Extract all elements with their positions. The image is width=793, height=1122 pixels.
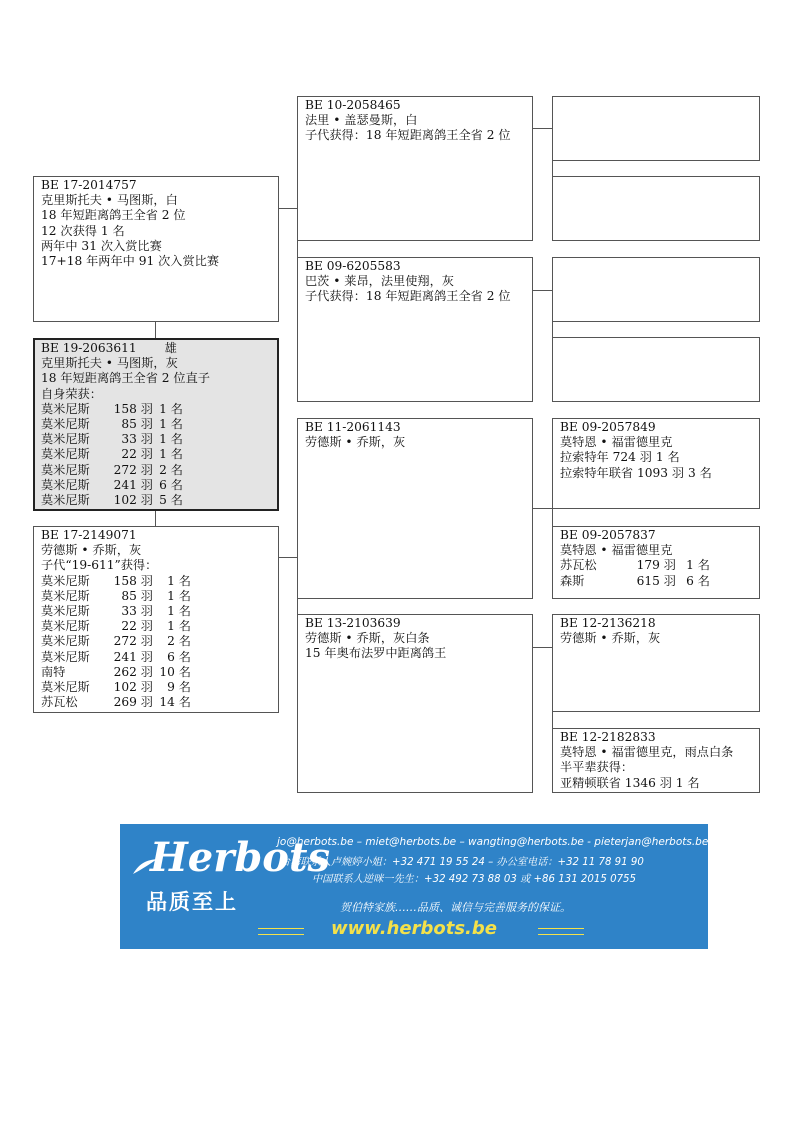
pigeon-info: 劳德斯 • 乔斯，灰 [41,543,142,558]
pedigree-box-dd [297,614,533,793]
ring-number: BE 17-2014757 [41,178,137,192]
result-row: 莫米尼斯 85 羽 1 名 [41,417,183,432]
pedigree-box-sss [552,96,760,161]
pedigree-box-subject [33,338,279,511]
result-row: 莫米尼斯 102 羽 5 名 [41,493,183,508]
result-row: 苏瓦松 179 羽 1 名 [560,558,710,573]
pedigree-box-sds [552,257,760,322]
result-row: 莫米尼斯 272 羽 2 名 [41,462,183,477]
connector [533,290,553,291]
china-contact: 中国联系人逆咪一先生：+32 492 73 88 03 或 +86 131 2015 0755 [312,874,637,885]
result-row: 莫米尼斯 22 羽 1 名 [41,619,191,634]
slogan: 品质至上 [146,890,238,914]
ring-number: BE 09-6205583 [305,259,401,273]
ring-number: BE 12-2136218 [560,616,656,630]
herbots-logo: Herbots [150,834,330,881]
sex-label: 雄 [164,341,177,355]
pigeon-info: 巴茨 • 莱昂，法里使翔，灰 [305,274,454,289]
pedigree-box-dsd [552,526,760,599]
result-row: 莫米尼斯 272 羽 2 名 [41,634,191,649]
banner-motto: 贺伯特家族……品质、诚信与完善服务的保证。 [340,901,571,914]
pigeon-info: 18 年短距离鸽王全省 2 位 [41,208,186,223]
ring-number: BE 09-2057849 [560,420,656,434]
contact-emails: jo@herbots.be – miet@herbots.be – wangting@herbots.be - pieterjan@herbots.be [277,836,708,848]
ring-number: BE 19-2063611 [41,341,137,355]
pigeon-info: 拉索特年联省 1093 羽 3 名 [560,465,712,480]
pigeon-info: 克里斯托夫 • 马图斯，灰 [41,356,178,371]
pigeon-info: 子代“19-611”获得： [41,558,158,573]
result-row: 莫米尼斯 102 羽 9 名 [41,680,191,695]
result-row: 苏瓦松 269 羽 14 名 [41,695,191,710]
pigeon-info: 克里斯托夫 • 马图斯，白 [41,193,178,208]
pedigree-box-sdd [552,337,760,402]
results-table [560,558,710,588]
connector [155,510,156,527]
results-table [41,402,183,508]
pigeon-info: 法里 • 盖瑟曼斯，白 [305,113,418,128]
pigeon-info: 莫特恩 • 福雷德里克 [560,435,673,450]
herbots-banner [120,824,708,949]
connector [278,557,298,558]
result-row: 莫米尼斯 22 羽 1 名 [41,447,183,462]
pigeon-info: 莫特恩 • 福雷德里克 [560,543,673,558]
connector [533,508,553,509]
pigeon-info: 15 年奥布法罗中距离鸽王 [305,646,447,661]
pigeon-info: 莫特恩 • 福雷德里克，雨点白条 [560,745,734,760]
result-row: 莫米尼斯 158 羽 1 名 [41,573,191,588]
pedigree-box-dam [33,526,279,713]
ring-number: BE 10-2058465 [305,98,401,112]
connector [533,128,553,129]
website-link[interactable]: www.herbots.be [331,918,497,939]
ring-number: BE 09-2057837 [560,528,656,542]
ring-number: BE 13-2103639 [305,616,401,630]
ring-number: BE 17-2149071 [41,528,137,542]
ring-number: BE 12-2182833 [560,730,656,744]
pigeon-info: 18 年短距离鸽王全省 2 位直子 [41,371,210,386]
pigeon-info: 劳德斯 • 乔斯，灰 [560,631,661,646]
result-row: 莫米尼斯 241 羽 6 名 [41,477,183,492]
subject-header [41,341,277,356]
pigeon-info: 劳德斯 • 乔斯，灰 [305,435,406,450]
connector [533,647,553,648]
pedigree-box-ssd [552,176,760,241]
connector [155,321,156,339]
result-row: 莫米尼斯 85 羽 1 名 [41,588,191,603]
results-table [41,574,191,711]
pedigree-box-ds [297,418,533,599]
pigeon-info: 17+18 年两年中 91 次入赏比赛 [41,254,220,269]
pedigree-box-sire [33,176,279,322]
result-row: 莫米尼斯 33 羽 1 名 [41,604,191,619]
pedigree-box-dss [552,418,760,509]
pedigree-box-sd [297,257,533,402]
result-row: 莫米尼斯 158 羽 1 名 [41,401,183,416]
result-row: 莫米尼斯 33 羽 1 名 [41,432,183,447]
pigeon-info: 子代获得：18 年短距离鸽王全省 2 位 [305,128,511,143]
ring-number: BE 11-2061143 [305,420,401,434]
pedigree-box-dds [552,614,760,712]
pedigree-box-ss [297,96,533,241]
taiwan-contact: 台湾联系人卢婉婷小姐：+32 471 19 55 24 – 办公室电话：+32 11 78 91 90 [280,857,644,868]
connector [278,208,298,209]
pigeon-info: 亚精顿联省 1346 羽 1 名 [560,775,700,790]
result-row: 莫米尼斯 241 羽 6 名 [41,649,191,664]
pigeon-info: 子代获得：18 年短距离鸽王全省 2 位 [305,289,511,304]
pigeon-info: 半平辈获得： [560,760,634,775]
pigeon-info: 拉索特年 724 羽 1 名 [560,450,680,465]
result-row: 南特 262 羽 10 名 [41,664,191,679]
pigeon-info: 自身荣获： [41,386,102,401]
decorative-rule [538,928,584,935]
pigeon-info: 12 次获得 1 名 [41,223,125,238]
pedigree-box-ddd [552,728,760,793]
pigeon-info: 两年中 31 次入赏比赛 [41,238,162,253]
result-row: 森斯 615 羽 6 名 [560,573,710,588]
pigeon-info: 劳德斯 • 乔斯，灰白条 [305,631,430,646]
